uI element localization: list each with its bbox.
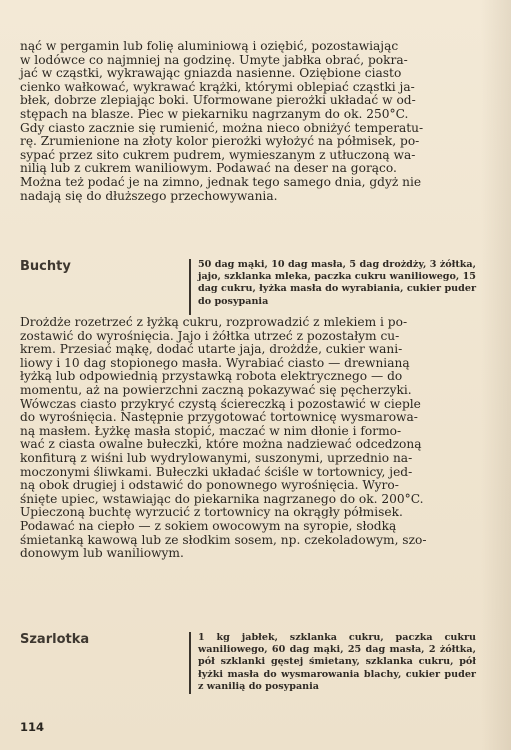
intro-line: nąć w pergamin lub folię aluminiową i oziębić, pozostawiając xyxy=(20,39,399,53)
intro-line: Gdy ciasto zacznie się rumienić, można nieco obniżyć temperatu- xyxy=(20,120,424,135)
intro-line: nilią lub z cukrem waniliowym. Podawać na deser na gorąco. xyxy=(20,161,397,176)
method-line: śmietanką kawową lub ze słodkim sosem, np. czekoladowym, szo- xyxy=(20,532,427,547)
vertical-rule xyxy=(189,632,191,694)
method-line: śnięte upiec, wstawiając do piekarnika nagrzanego do ok. 200°C. xyxy=(20,491,424,506)
buchty-recipe-header xyxy=(20,259,476,319)
recipe-title-buchty: Buchty xyxy=(20,259,71,274)
method-line: momentu, aż na powierzchni zaczną pokazywać się pęcherzyki. xyxy=(20,382,412,397)
intro-line: błek, dobrze zlepiając boki. Uformowane pierożki układać w od- xyxy=(20,93,416,108)
method-line: donowym lub waniliowym. xyxy=(20,546,184,561)
method-line: krem. Przesiać mąkę, dodać utarte jaja, drożdże, cukier wani- xyxy=(20,342,403,357)
buchty-method xyxy=(20,316,476,561)
method-line: Wówczas ciasto przykryć czystą ściereczką i pozostawić w cieple xyxy=(20,396,421,411)
intro-line: Można też podać je na zimno, jednak tego samego dnia, gdyż nie xyxy=(20,174,422,189)
intro-line: stępach na blasze. Piec w piekarniku nagrzanym do ok. 250°C. xyxy=(20,106,409,121)
method-line: zostawić do wyrośnięcia. Jajo i żółtka utrzeć z pozostałym cu- xyxy=(20,328,400,343)
ingredients-szarlotka: 1 kg jabłek, szklanka cukru, paczka cukru waniliowego, 60 dag mąki, 25 dag masła, 2 żółtka, pół szklanki gęstej śmietany, szklanka cukru, pół łyżki masła do wysmarowania blachy, cukier puder z wanilią do posypania xyxy=(198,632,476,692)
intro-line: nadają się do dłuższego przechowywania. xyxy=(20,188,278,203)
page-edge-shadow xyxy=(481,0,511,750)
recipe-title-szarlotka: Szarlotka xyxy=(20,632,90,647)
method-line: Podawać na ciepło — z sokiem owocowym na syropie, słodką xyxy=(20,518,397,533)
method-line: konfiturą z wiśni lub wydrylowanymi, suszonymi, uprzednio na- xyxy=(20,450,413,465)
page-number: 114 xyxy=(20,720,45,734)
method-line: liowy i 10 dag stopionego masła. Wyrabiać ciasto — drewnianą xyxy=(20,355,410,370)
method-line: ną masłem. Łyżkę masła stopić, maczać w nim dłonie i formo- xyxy=(20,423,402,438)
intro-paragraph xyxy=(20,40,476,203)
szarlotka-recipe-header xyxy=(20,632,476,702)
intro-line: jać w cząstki, wykrawając gniazda nasienne. Oziębione ciasto xyxy=(20,66,402,81)
ingredients-buchty: 50 dag mąki, 10 dag masła, 5 dag drożdży, 3 żółtka, jajo, szklanka mleka, paczka cukru waniliowego, 15 dag cukru, łyżka masła do wyrabiania, cukier puder do posypania xyxy=(198,259,476,307)
intro-line: rę. Zrumienione na złoty kolor pierożki wyłożyć na półmisek, po- xyxy=(20,134,420,149)
vertical-rule xyxy=(189,259,191,315)
method-line: moczonymi śliwkami. Bułeczki układać ściśle w tortownicy, jed- xyxy=(20,464,413,479)
intro-line: sypać przez sito cukrem pudrem, wymieszanym z utłuczoną wa- xyxy=(20,147,416,162)
intro-line: w lodówce co najmniej na godzinę. Umyte jabłka obrać, pokra- xyxy=(20,52,408,67)
method-line: Drożdże rozetrzeć z łyżką cukru, rozprowadzić z mlekiem i po- xyxy=(20,315,408,329)
method-line: Upieczoną buchtę wyrzucić z tortownicy na okrągły półmisek. xyxy=(20,505,403,520)
method-line: wać z ciasta owalne bułeczki, które można nadziewać odcedzoną xyxy=(20,437,422,452)
intro-line: cienko wałkować, wykrawać krążki, którymi oblepiać cząstki ja- xyxy=(20,79,415,94)
method-line: do wyrośnięcia. Następnie przygotować tortownicę wysmarowa- xyxy=(20,410,418,425)
method-line: łyżką lub odpowiednią przystawką robota elektrycznego — do xyxy=(20,369,403,384)
method-line: ną obok drugiej i odstawić do ponownego wyrośnięcia. Wyro- xyxy=(20,478,399,493)
